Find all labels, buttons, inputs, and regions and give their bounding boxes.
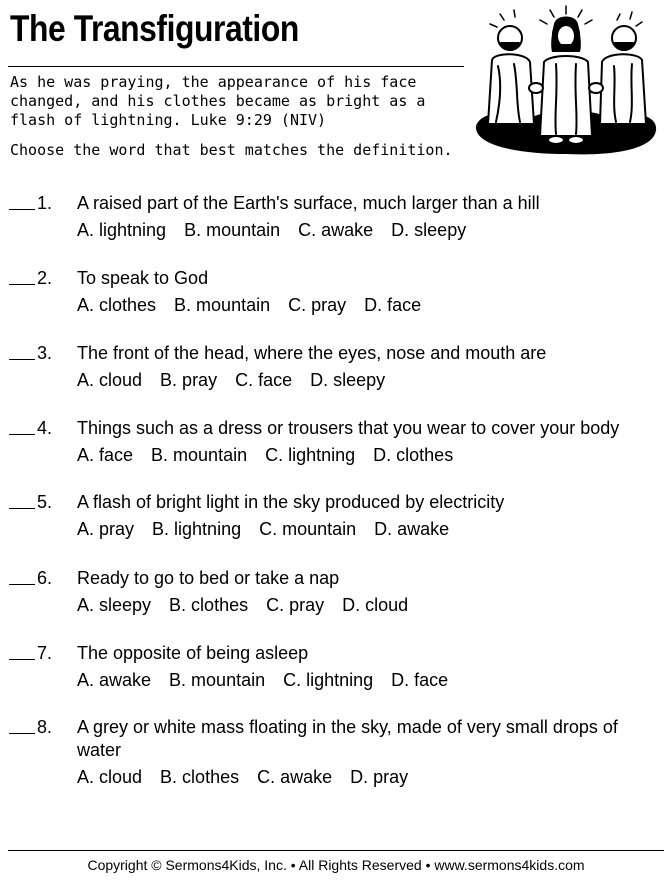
answer-blank[interactable] — [9, 584, 35, 585]
answer-option[interactable]: B. mountain — [184, 220, 281, 240]
answer-option[interactable]: B. mountain — [151, 445, 248, 465]
answer-option[interactable]: D. sleepy — [391, 220, 467, 240]
answer-option[interactable]: D. awake — [374, 519, 450, 539]
question-number: 3. — [37, 343, 53, 363]
question-number: 2. — [37, 268, 53, 288]
answer-options — [77, 669, 466, 692]
answer-blank[interactable] — [9, 209, 35, 210]
question-text: Things such as a dress or trousers that you wear to cover your body — [77, 418, 620, 438]
scripture-verse: As he was praying, the appearance of his face changed, and his clothes became as bright as a flash of lightning. Luke 9:29 (NIV) — [10, 73, 426, 129]
answer-option[interactable]: B. lightning — [152, 519, 242, 539]
question-text: To speak to God — [77, 268, 209, 288]
page-title: The Transfiguration — [10, 8, 299, 49]
copyright-footer: Copyright © Sermons4Kids, Inc. • All Rights Reserved • www.sermons4kids.com — [87, 857, 585, 873]
footer-divider — [8, 850, 664, 851]
answer-option[interactable]: C. lightning — [265, 445, 356, 465]
answer-option[interactable]: C. mountain — [259, 519, 357, 539]
question-number: 6. — [37, 568, 53, 588]
answer-option[interactable]: A. awake — [77, 670, 152, 690]
question-number: 1. — [37, 193, 53, 213]
answer-option[interactable]: D. sleepy — [310, 370, 386, 390]
answer-option[interactable]: C. awake — [298, 220, 374, 240]
answer-option[interactable]: D. cloud — [342, 595, 409, 615]
question-text: A flash of bright light in the sky produced by electricity — [77, 492, 505, 512]
transfiguration-illustration — [470, 4, 662, 160]
answer-option[interactable]: D. pray — [350, 767, 409, 787]
answer-option[interactable]: B. mountain — [174, 295, 271, 315]
question-text: Ready to go to bed or take a nap — [77, 568, 340, 588]
answer-options — [77, 594, 426, 617]
answer-option[interactable]: A. lightning — [77, 220, 167, 240]
answer-option[interactable]: C. pray — [266, 595, 325, 615]
answer-options — [77, 219, 484, 242]
answer-option[interactable]: C. face — [235, 370, 293, 390]
answer-option[interactable]: D. clothes — [373, 445, 454, 465]
answer-option[interactable]: B. pray — [160, 370, 218, 390]
instructions: Choose the word that best matches the definition. — [10, 141, 453, 159]
answer-blank[interactable] — [9, 508, 35, 509]
answer-option[interactable]: B. mountain — [169, 670, 266, 690]
answer-options — [77, 766, 426, 789]
answer-options — [77, 369, 403, 392]
answer-option[interactable]: C. pray — [288, 295, 347, 315]
answer-option[interactable]: B. clothes — [169, 595, 249, 615]
title-divider — [8, 66, 464, 67]
answer-option[interactable]: C. lightning — [283, 670, 374, 690]
answer-option[interactable]: A. sleepy — [77, 595, 152, 615]
question-number: 7. — [37, 643, 53, 663]
answer-blank[interactable] — [9, 359, 35, 360]
answer-options — [77, 444, 471, 467]
question-text: The opposite of being asleep — [77, 643, 309, 663]
question-number: 4. — [37, 418, 53, 438]
answer-options — [77, 518, 467, 541]
answer-option[interactable]: A. pray — [77, 519, 135, 539]
question-text: The front of the head, where the eyes, nose and mouth are — [77, 343, 547, 363]
answer-blank[interactable] — [9, 733, 35, 734]
answer-blank[interactable] — [9, 434, 35, 435]
question-text: A grey or white mass floating in the sky, made of very small drops of water — [77, 717, 618, 760]
answer-blank[interactable] — [9, 284, 35, 285]
question-text: A raised part of the Earth's surface, much larger than a hill — [77, 193, 540, 213]
answer-option[interactable]: A. face — [77, 445, 134, 465]
answer-blank[interactable] — [9, 659, 35, 660]
question-number: 8. — [37, 717, 53, 737]
answer-option[interactable]: D. face — [364, 295, 422, 315]
answer-option[interactable]: A. cloud — [77, 767, 143, 787]
answer-option[interactable]: A. clothes — [77, 295, 157, 315]
question-number: 5. — [37, 492, 53, 512]
answer-option[interactable]: C. awake — [257, 767, 333, 787]
answer-options — [77, 294, 439, 317]
answer-option[interactable]: B. clothes — [160, 767, 240, 787]
answer-option[interactable]: D. face — [391, 670, 449, 690]
answer-option[interactable]: A. cloud — [77, 370, 143, 390]
